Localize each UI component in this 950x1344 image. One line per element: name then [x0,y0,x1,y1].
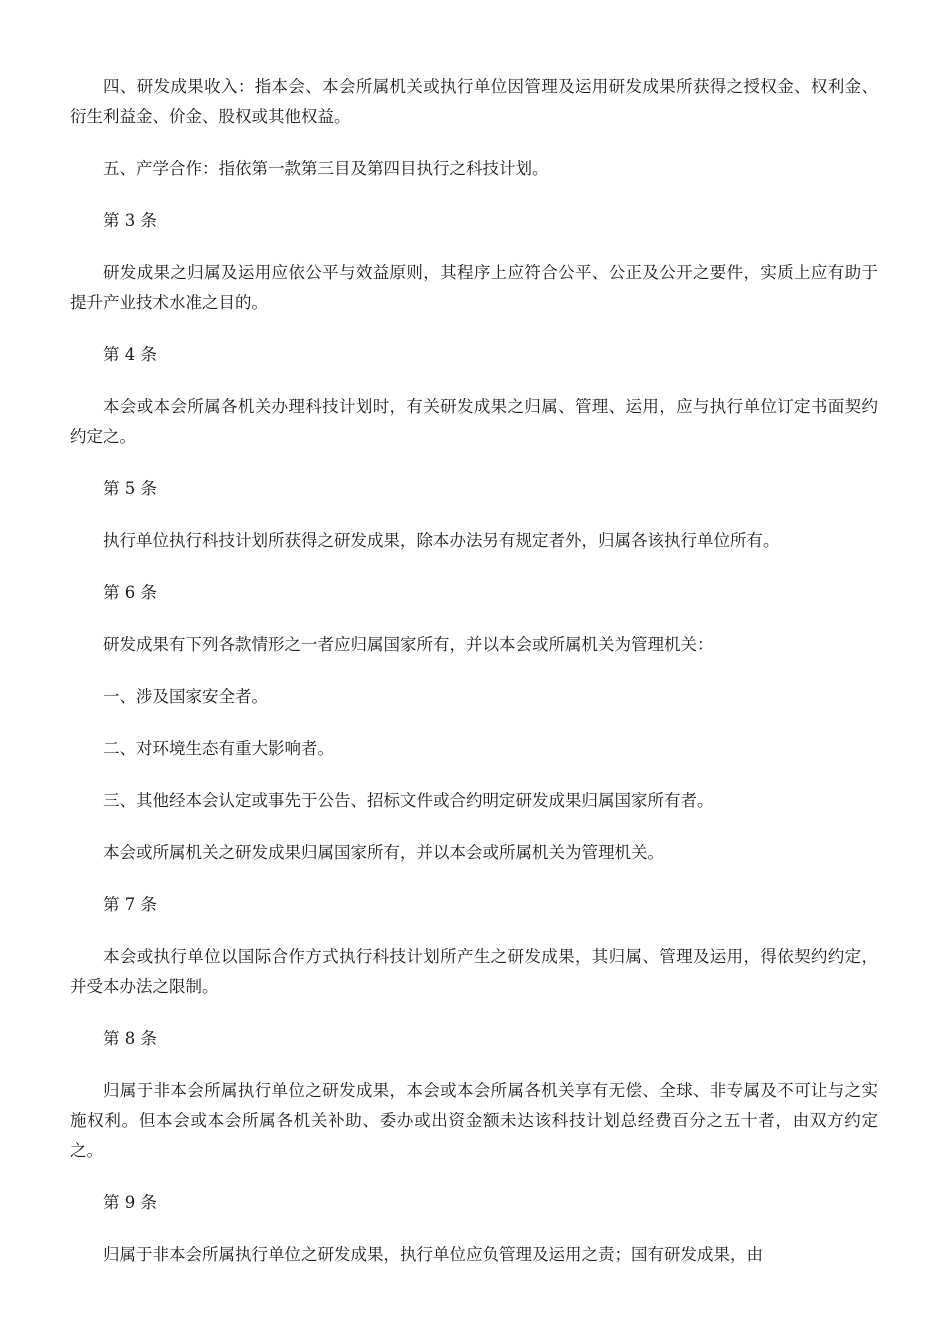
paragraph-item-5: 五、产学合作：指依第一款第三目及第四目执行之科技计划。 [103,159,549,178]
article-4-body: 本会或本会所属各机关办理科技计划时，有关研发成果之归属、管理、运用，应与执行单位订定书面契约约定之。 [70,397,878,446]
document-page [70,72,878,1270]
article-heading-4: 第 4 条 [103,345,157,364]
article-heading-7: 第 7 条 [103,895,157,914]
article-3-body: 研发成果之归属及运用应依公平与效益原则，其程序上应符合公平、公正及公开之要件，实质上应有助于提升产业技术水准之目的。 [70,263,878,312]
article-6-item-3: 三、其他经本会认定或事先于公告、招标文件或合约明定研发成果归属国家所有者。 [103,791,714,810]
article-6-closing: 本会或所属机关之研发成果归属国家所有，并以本会或所属机关为管理机关。 [103,843,664,862]
article-heading-6: 第 6 条 [103,583,157,602]
article-heading-8: 第 8 条 [103,1029,157,1048]
paragraph-item-4: 四、研发成果收入：指本会、本会所属机关或执行单位因管理及运用研发成果所获得之授权金、权利金、衍生利益金、价金、股权或其他权益。 [70,77,878,126]
article-heading-3: 第 3 条 [103,211,157,230]
article-6-item-1: 一、涉及国家安全者。 [103,687,268,706]
article-9-body: 归属于非本会所属执行单位之研发成果，执行单位应负管理及运用之责；国有研发成果，由 [103,1245,763,1264]
article-7-body: 本会或执行单位以国际合作方式执行科技计划所产生之研发成果，其归属、管理及运用，得依契约约定，并受本办法之限制。 [70,947,878,996]
article-heading-5: 第 5 条 [103,479,157,498]
article-5-body: 执行单位执行科技计划所获得之研发成果，除本办法另有规定者外，归属各该执行单位所有。 [103,531,780,550]
article-6-item-2: 二、对环境生态有重大影响者。 [103,739,334,758]
article-8-body: 归属于非本会所属执行单位之研发成果，本会或本会所属各机关享有无偿、全球、非专属及不可让与之实施权利。但本会或本会所属各机关补助、委办或出资金额未达该科技计划总经费百分之五十者，由双方约定之。 [70,1081,878,1160]
article-heading-9: 第 9 条 [103,1193,157,1212]
article-6-body: 研发成果有下列各款情形之一者应归属国家所有，并以本会或所属机关为管理机关： [103,635,714,654]
